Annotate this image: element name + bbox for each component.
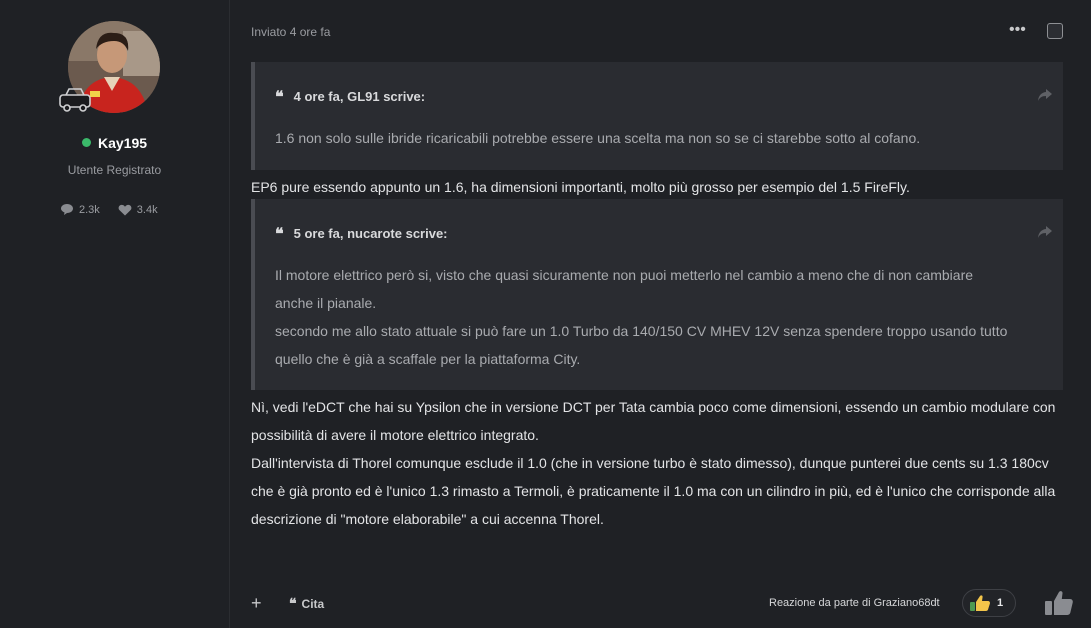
paragraph-line: Nì, vedi l'eDCT che hai su Ypsilon che in versione DCT per Tata cambia poco come dimensioni, essendo un cambio modulare con possibilità di avere il motore elettrico integrato.	[251, 399, 1056, 443]
post-paragraph	[251, 393, 1071, 533]
avatar-wrap	[68, 21, 160, 113]
author-title: Utente Registrato	[67, 163, 162, 177]
author-stats	[60, 203, 158, 216]
quote-block	[251, 62, 1063, 170]
thumbs-up-icon	[969, 594, 991, 612]
comments-count: 2.3k	[79, 203, 100, 216]
quote-block	[251, 199, 1063, 390]
quote-header	[275, 87, 425, 106]
quote-line: secondo me allo stato attuale si può fare un 1.0 Turbo da 140/150 CV MHEV 12V senza spendere troppo usando tutto quello che è già a scaffale per la piattaforma City.	[275, 323, 1008, 367]
quote-line: 1.6 non solo sulle ibride ricaricabili potrebbe essere una scelta ma non so se ci starebbe sotto al cofano.	[275, 130, 921, 146]
like-button-icon[interactable]	[1044, 589, 1074, 617]
reputation-count: 3.4k	[136, 203, 158, 216]
author-name-row	[0, 135, 229, 151]
reaction-count: 1	[997, 597, 1004, 609]
heart-icon	[118, 204, 132, 216]
post-paragraph: EP6 pure essendo appunto un 1.6, ha dimensioni importanti, molto più grosso per esempio del 1.5 FireFly.	[251, 179, 910, 195]
reaction-author[interactable]: Reazione da parte di Graziano68dt	[769, 597, 940, 609]
reaction-summary[interactable]	[962, 589, 1016, 617]
reputation-stat	[118, 203, 158, 216]
share-icon[interactable]	[1037, 88, 1053, 102]
online-status-icon	[82, 138, 91, 147]
quote-line: Il motore elettrico però si, visto che quasi sicuramente non puoi metterlo nel cambio a meno che di non cambiare anche il pianale.	[275, 267, 974, 311]
quote-mark-icon: ❝	[275, 224, 284, 243]
quote-button[interactable]	[289, 596, 324, 612]
post-date[interactable]: Inviato 4 ore fa	[251, 25, 331, 39]
paragraph-line: Dall'intervista di Thorel comunque esclude il 1.0 (che in versione turbo è stato dimesso), dunque punterei due cents su 1.3 180cv che è già pronto ed è l'unico 1.3 rimasto a Termoli, è praticamente il 1.0 ma con un cilindro in più, ed è l'unico che corrisponde alla descrizione di "motore elaborabile" a cui accenna Thorel.	[251, 455, 1056, 527]
comments-stat	[60, 203, 100, 216]
author-panel	[0, 0, 230, 628]
quote-citation[interactable]: 4 ore fa, GL91 scrive:	[293, 89, 426, 104]
more-options-button[interactable]: •••	[1009, 21, 1026, 38]
quote-text	[275, 261, 1015, 373]
quote-button-label: Cita	[301, 597, 325, 611]
select-post-checkbox[interactable]	[1047, 23, 1063, 39]
comment-icon	[60, 203, 74, 216]
post-content	[230, 0, 1091, 628]
share-icon[interactable]	[1037, 225, 1053, 239]
quote-header	[275, 224, 448, 243]
car-rank-icon	[58, 85, 92, 115]
author-name[interactable]: Kay195	[97, 135, 148, 151]
quote-icon: ❝	[289, 596, 297, 612]
quote-mark-icon: ❝	[275, 87, 284, 106]
quote-text	[275, 124, 1035, 152]
add-multiquote-button[interactable]: +	[251, 593, 262, 613]
quote-citation[interactable]: 5 ore fa, nucarote scrive:	[293, 226, 448, 241]
